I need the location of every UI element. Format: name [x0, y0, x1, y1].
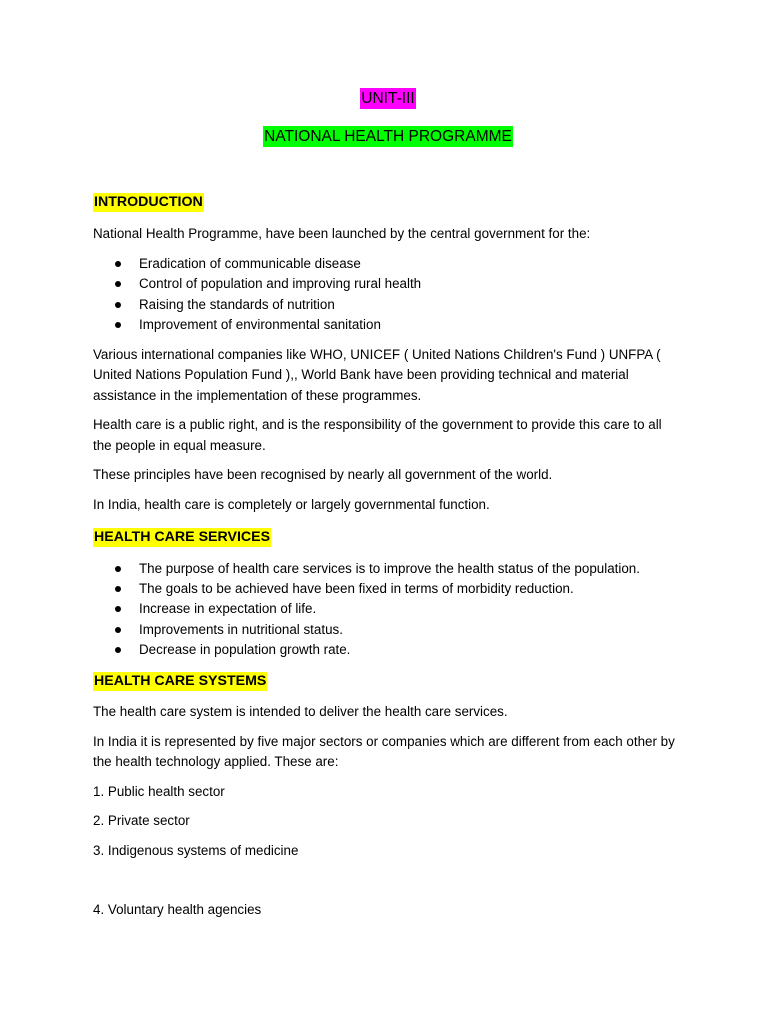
list-item-text: Eradication of communicable disease — [139, 256, 361, 271]
list-item-text: Improvement of environmental sanitation — [139, 317, 381, 333]
unit-label-row — [93, 88, 683, 110]
sector-item: 2. Private sector — [93, 813, 190, 829]
paragraph-five-sectors: In India it is represented by five major sectors or companies which are different from each other by the health technology applied. These are: — [93, 733, 675, 770]
list-item-text: Improvements in nutritional status. — [139, 621, 343, 637]
bullet-icon — [115, 606, 121, 612]
list-item — [93, 599, 683, 619]
introduction-heading-row — [93, 192, 683, 213]
bullet-icon — [115, 302, 121, 308]
bullet-icon — [115, 566, 121, 572]
services-heading-row — [93, 527, 683, 548]
list-item-text: The purpose of health care services is to improve the health status of the population. — [139, 560, 640, 576]
list-item-text: Increase in expectation of life. — [139, 601, 317, 617]
paragraph-india-governmental: In India, health care is completely or largely governmental function. — [93, 496, 490, 512]
list-item — [93, 315, 683, 335]
paragraph-system-intent: The health care system is intended to deliver the health care services. — [93, 704, 508, 720]
bullet-icon — [115, 322, 121, 328]
unit-label: UNIT-III — [361, 90, 415, 107]
list-item-text: Control of population and improving rural health — [139, 276, 422, 292]
bullet-icon — [115, 627, 121, 633]
list-item — [93, 274, 683, 294]
list-item — [93, 295, 683, 315]
services-bullet-list — [93, 559, 683, 661]
paragraph-international-agencies: Various international companies like WHO, UNICEF ( United Nations Children's Fund ) UNFPA ( United Nations Population Fund ),, World Bank have been providing technical and material assistance in the implementation of these programmes. — [93, 346, 661, 403]
list-item — [93, 254, 683, 274]
list-item — [93, 559, 683, 579]
list-item-text: Decrease in population growth rate. — [139, 642, 351, 658]
sector-item: 3. Indigenous systems of medicine — [93, 842, 299, 858]
paragraph-public-right: Health care is a public right, and is the responsibility of the government to provide this care to all the people in equal measure. — [93, 417, 662, 453]
bullet-icon — [115, 647, 121, 653]
bullet-icon — [115, 261, 121, 267]
services-heading: HEALTH CARE SERVICES — [94, 529, 271, 546]
list-item — [93, 620, 683, 640]
title-row — [93, 126, 683, 148]
introduction-lead: National Health Programme, have been launched by the central government for the: — [93, 225, 591, 241]
systems-heading: HEALTH CARE SYSTEMS — [94, 672, 267, 689]
introduction-bullet-list — [93, 254, 683, 336]
sector-item: 1. Public health sector — [93, 783, 225, 799]
bullet-icon — [115, 281, 121, 287]
systems-heading-row — [93, 671, 683, 692]
list-item-text: Raising the standards of nutrition — [139, 296, 335, 312]
list-item-text: The goals to be achieved have been fixed in terms of morbidity reduction. — [139, 580, 574, 596]
list-item — [93, 579, 683, 599]
document-page — [93, 88, 683, 921]
bullet-icon — [115, 586, 121, 592]
sector-item: 4. Voluntary health agencies — [93, 902, 262, 918]
document-title: NATIONAL HEALTH PROGRAMME — [264, 127, 512, 145]
introduction-heading: INTRODUCTION — [94, 194, 203, 210]
paragraph-principles: These principles have been recognised by nearly all government of the world. — [93, 467, 553, 483]
list-item — [93, 640, 683, 660]
